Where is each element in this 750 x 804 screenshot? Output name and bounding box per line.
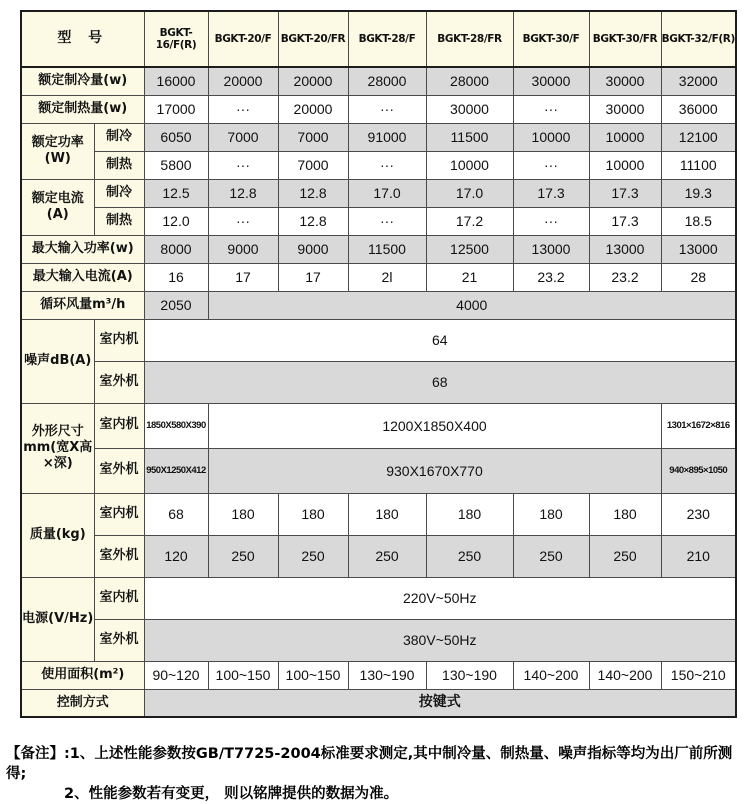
table-row (21, 577, 736, 619)
sub-label: 室内机 (94, 577, 144, 619)
table-row (21, 263, 736, 291)
value-cell: 17.0 (426, 179, 513, 207)
value-cell: 130~190 (348, 661, 426, 689)
value-cell: 2050 (144, 291, 208, 319)
value-cell: 23.2 (513, 263, 589, 291)
row-label-line: mm(宽X高 (23, 439, 93, 455)
table-row (21, 661, 736, 689)
sub-label: 室外机 (94, 535, 144, 577)
value-cell: 20000 (278, 95, 348, 123)
footnote (6, 744, 746, 804)
value-cell: 16 (144, 263, 208, 291)
model-header: BGKT-20/FR (278, 11, 348, 67)
value-cell: 9000 (208, 235, 278, 263)
value-cell: 140~200 (589, 661, 661, 689)
value-cell: ··· (208, 95, 278, 123)
value-cell: 250 (589, 535, 661, 577)
value-cell: 8000 (144, 235, 208, 263)
row-label: 控制方式 (21, 689, 144, 717)
table-row (21, 207, 736, 235)
value-cell: 20000 (278, 67, 348, 95)
table-row (21, 361, 736, 403)
row-label: 质量(kg) (21, 493, 94, 577)
value-cell: ··· (348, 151, 426, 179)
value-cell: 28000 (426, 67, 513, 95)
table-row (21, 291, 736, 319)
model-header: BGKT-20/F (208, 11, 278, 67)
value-cell-merged: 4000 (208, 291, 736, 319)
model-header: BGKT-30/FR (589, 11, 661, 67)
value-cell: 180 (348, 493, 426, 535)
value-cell: 17.0 (348, 179, 426, 207)
value-cell: 130~190 (426, 661, 513, 689)
value-cell: 6050 (144, 123, 208, 151)
value-cell: 12.5 (144, 179, 208, 207)
value-cell: 30000 (426, 95, 513, 123)
row-label: 最大输入功率(w) (21, 235, 144, 263)
value-cell-merged: 64 (144, 319, 736, 361)
value-cell: 30000 (513, 67, 589, 95)
value-cell: ··· (348, 207, 426, 235)
sub-label: 制冷 (94, 123, 144, 151)
value-cell: 9000 (278, 235, 348, 263)
value-cell: 20000 (208, 67, 278, 95)
value-cell: 28000 (348, 67, 426, 95)
table-row (21, 11, 736, 67)
row-label (21, 403, 94, 493)
value-cell: 68 (144, 493, 208, 535)
value-cell: 19.3 (661, 179, 736, 207)
table-row (21, 319, 736, 361)
value-cell: 12.0 (144, 207, 208, 235)
value-cell: 250 (426, 535, 513, 577)
value-cell: 150~210 (661, 661, 736, 689)
table-row (21, 689, 736, 717)
model-header-label: 型 号 (21, 11, 144, 67)
table-row (21, 535, 736, 577)
value-cell: 7000 (278, 123, 348, 151)
row-label: 循环风量m³/h (21, 291, 144, 319)
value-cell: 12.8 (278, 207, 348, 235)
value-cell: 100~150 (208, 661, 278, 689)
table-row (21, 179, 736, 207)
value-cell-merged: 68 (144, 361, 736, 403)
value-cell: 250 (513, 535, 589, 577)
sub-label: 室外机 (94, 361, 144, 403)
value-cell: ··· (513, 151, 589, 179)
value-cell: 17 (278, 263, 348, 291)
table-row (21, 403, 736, 448)
sub-label: 室内机 (94, 493, 144, 535)
value-cell: 950X1250X412 (144, 448, 208, 493)
value-cell: 32000 (661, 67, 736, 95)
sub-label: 制热 (94, 151, 144, 179)
value-cell: 23.2 (589, 263, 661, 291)
value-cell: 10000 (513, 123, 589, 151)
model-header: BGKT-16/F(R) (144, 11, 208, 67)
value-cell: 36000 (661, 95, 736, 123)
value-cell: 13000 (589, 235, 661, 263)
value-cell: ··· (513, 207, 589, 235)
value-cell: 21 (426, 263, 513, 291)
table-row (21, 151, 736, 179)
row-label: 额定制冷量(w) (21, 67, 144, 95)
value-cell-merged: 1200X1850X400 (208, 403, 661, 448)
value-cell: 91000 (348, 123, 426, 151)
value-cell: ··· (208, 207, 278, 235)
value-cell: 250 (278, 535, 348, 577)
value-cell: 17 (208, 263, 278, 291)
sub-label: 制热 (94, 207, 144, 235)
sub-label: 制冷 (94, 179, 144, 207)
value-cell: ··· (208, 151, 278, 179)
value-cell: 16000 (144, 67, 208, 95)
value-cell: 28 (661, 263, 736, 291)
table-row (21, 619, 736, 661)
value-cell: ··· (348, 95, 426, 123)
value-cell: 13000 (661, 235, 736, 263)
model-header: BGKT-28/FR (426, 11, 513, 67)
value-cell: 5800 (144, 151, 208, 179)
value-cell: 250 (208, 535, 278, 577)
value-cell-merged: 930X1670X770 (208, 448, 661, 493)
model-header: BGKT-32/F(R) (661, 11, 736, 67)
value-cell: 140~200 (513, 661, 589, 689)
row-label (21, 123, 94, 179)
value-cell: 17.3 (589, 179, 661, 207)
row-label: 噪声dB(A) (21, 319, 94, 403)
value-cell: 180 (589, 493, 661, 535)
value-cell: 17000 (144, 95, 208, 123)
value-cell: 12.8 (208, 179, 278, 207)
value-cell: 120 (144, 535, 208, 577)
table-row (21, 95, 736, 123)
value-cell: 11500 (348, 235, 426, 263)
row-label: 使用面积(m²) (21, 661, 144, 689)
sub-label: 室内机 (94, 319, 144, 361)
row-label: 电源(V/Hz) (21, 577, 94, 661)
spec-table (20, 10, 737, 718)
value-cell: 17.2 (426, 207, 513, 235)
row-label-line: 额定功率 (31, 134, 84, 150)
value-cell: 250 (348, 535, 426, 577)
value-cell: 2l (348, 263, 426, 291)
value-cell: 1301×1672×816 (661, 403, 736, 448)
value-cell: 210 (661, 535, 736, 577)
row-label: 额定电流(A) (21, 179, 94, 235)
value-cell: 230 (661, 493, 736, 535)
value-cell: 17.3 (589, 207, 661, 235)
value-cell: 180 (513, 493, 589, 535)
value-cell: 100~150 (278, 661, 348, 689)
sub-label: 室内机 (94, 403, 144, 448)
value-cell: 180 (426, 493, 513, 535)
value-cell: 12100 (661, 123, 736, 151)
row-label: 额定制热量(w) (21, 95, 144, 123)
value-cell: 12.8 (278, 179, 348, 207)
table-row (21, 448, 736, 493)
value-cell: 11500 (426, 123, 513, 151)
value-cell: 180 (278, 493, 348, 535)
value-cell: 1850X580X390 (144, 403, 208, 448)
value-cell: 180 (208, 493, 278, 535)
value-cell: 10000 (589, 123, 661, 151)
sub-label: 室外机 (94, 448, 144, 493)
table-row (21, 123, 736, 151)
value-cell: 30000 (589, 67, 661, 95)
footnote-line-2: 2、性能参数若有变更， 则以铭牌提供的数据为准。 (64, 786, 399, 802)
value-cell: 10000 (589, 151, 661, 179)
table-row (21, 493, 736, 535)
value-cell: ··· (513, 95, 589, 123)
model-header: BGKT-30/F (513, 11, 589, 67)
row-label-line: (W) (44, 151, 71, 166)
value-cell: 12500 (426, 235, 513, 263)
row-label: 最大输入电流(A) (21, 263, 144, 291)
sub-label: 室外机 (94, 619, 144, 661)
row-label-line: 外形尺寸 (31, 423, 84, 439)
value-cell: 90~120 (144, 661, 208, 689)
value-cell: 10000 (426, 151, 513, 179)
value-cell-merged: 380V~50Hz (144, 619, 736, 661)
value-cell: 940×895×1050 (661, 448, 736, 493)
footnote-line-1: 【备注】:1、上述性能参数按GB/T7725-2004标准要求测定,其中制冷量、制热量、噪声指标等均为出厂前所测得; (6, 746, 733, 782)
value-cell: 30000 (589, 95, 661, 123)
value-cell-merged: 按键式 (144, 689, 736, 717)
value-cell: 18.5 (661, 207, 736, 235)
value-cell: 17.3 (513, 179, 589, 207)
value-cell: 7000 (278, 151, 348, 179)
table-row (21, 67, 736, 95)
model-header: BGKT-28/F (348, 11, 426, 67)
row-label-line: ×深) (42, 456, 73, 472)
value-cell-merged: 220V~50Hz (144, 577, 736, 619)
value-cell: 13000 (513, 235, 589, 263)
table-row (21, 235, 736, 263)
value-cell: 11100 (661, 151, 736, 179)
value-cell: 7000 (208, 123, 278, 151)
